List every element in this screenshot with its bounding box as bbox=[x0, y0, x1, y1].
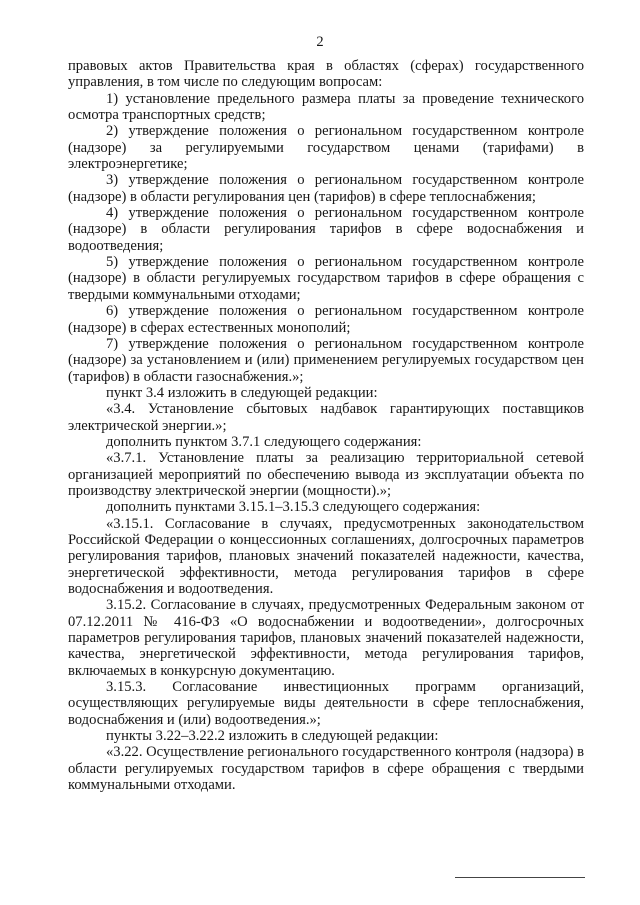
paragraph: дополнить пунктом 3.7.1 следующего содержания: bbox=[106, 433, 422, 450]
paragraph: правовых актов Правительства края в областях (сферах) государственного управления, в том числе по следующим вопросам: bbox=[68, 58, 584, 91]
paragraph: 1) установление предельного размера платы за проведение технического осмотра транспортных средств; bbox=[68, 90, 584, 124]
paragraph: 3.15.3. Согласование инвестиционных программ организаций, осуществляющих регулируемые виды деятельности в сфере теплоснабжения, водоснабжения и (или) водоотведения.»; bbox=[68, 679, 584, 728]
paragraph: пункт 3.4 изложить в следующей редакции: bbox=[106, 384, 378, 401]
paragraph: 3.15.2. Согласование в случаях, предусмотренных Федеральным законом от 07.12.2011 № 416-ФЗ «О водоснабжении и водоотведении», долгосрочных параметров регулирования тарифов, плановых значений показателей надежности, качества, энергетической эффективности, метода регулирования тарифов, включаемых в конкурсную документацию. bbox=[68, 597, 584, 679]
paragraph: 7) утверждение положения о региональном государственном контроле (надзоре) за установлением и (или) применением регулируемых государством цен (тарифов) в области газоснабжения.»; bbox=[68, 335, 584, 385]
paragraph: 3) утверждение положения о региональном государственном контроле (надзоре) в области регулирования цен (тарифов) в сфере теплоснабжения; bbox=[68, 172, 584, 205]
paragraph: пункты 3.22–3.22.2 изложить в следующей редакции: bbox=[106, 728, 439, 745]
paragraph: дополнить пунктами 3.15.1–3.15.3 следующего содержания: bbox=[106, 499, 481, 516]
paragraph: «3.22. Осуществление регионального государственного контроля (надзора) в области регулируемых государством тарифов в сфере обращения с твердыми коммунальными отходами. bbox=[68, 744, 585, 794]
paragraph: 6) утверждение положения о региональном государственном контроле (надзоре) в сферах естественных монополий; bbox=[68, 303, 584, 336]
footer-rule bbox=[455, 877, 585, 878]
document-body bbox=[68, 58, 584, 793]
paragraph: «3.4. Установление сбытовых надбавок гарантирующих поставщиков электрической энергии.»; bbox=[68, 401, 584, 434]
page-number: 2 bbox=[316, 34, 324, 50]
paragraph: 4) утверждение положения о региональном государственном контроле (надзоре) в области регулирования тарифов в сфере водоснабжения и водоотведения; bbox=[68, 205, 584, 254]
paragraph: 5) утверждение положения о региональном государственном контроле (надзоре) в области регулируемых государством тарифов в сфере обращения с твердыми коммунальными отходами; bbox=[68, 254, 584, 303]
paragraph: «3.15.1. Согласование в случаях, предусмотренных законодательством Российской Федерации о концессионных соглашениях, долгосрочных параметров регулирования тарифов, плановых значений показателей надежности, качества, энергетической эффективности, метода регулирования тарифов в сфере водоснабжения и водоотведения. bbox=[68, 515, 584, 597]
paragraph: 2) утверждение положения о региональном государственном контроле (надзоре) за регулируемыми государством ценами (тарифами) в электроэнергетике; bbox=[68, 123, 584, 173]
paragraph: «3.7.1. Установление платы за реализацию территориальной сетевой организацией мероприятий по обеспечению вывода из эксплуатации объекта по производству электрической энергии (мощности).»; bbox=[68, 450, 584, 499]
